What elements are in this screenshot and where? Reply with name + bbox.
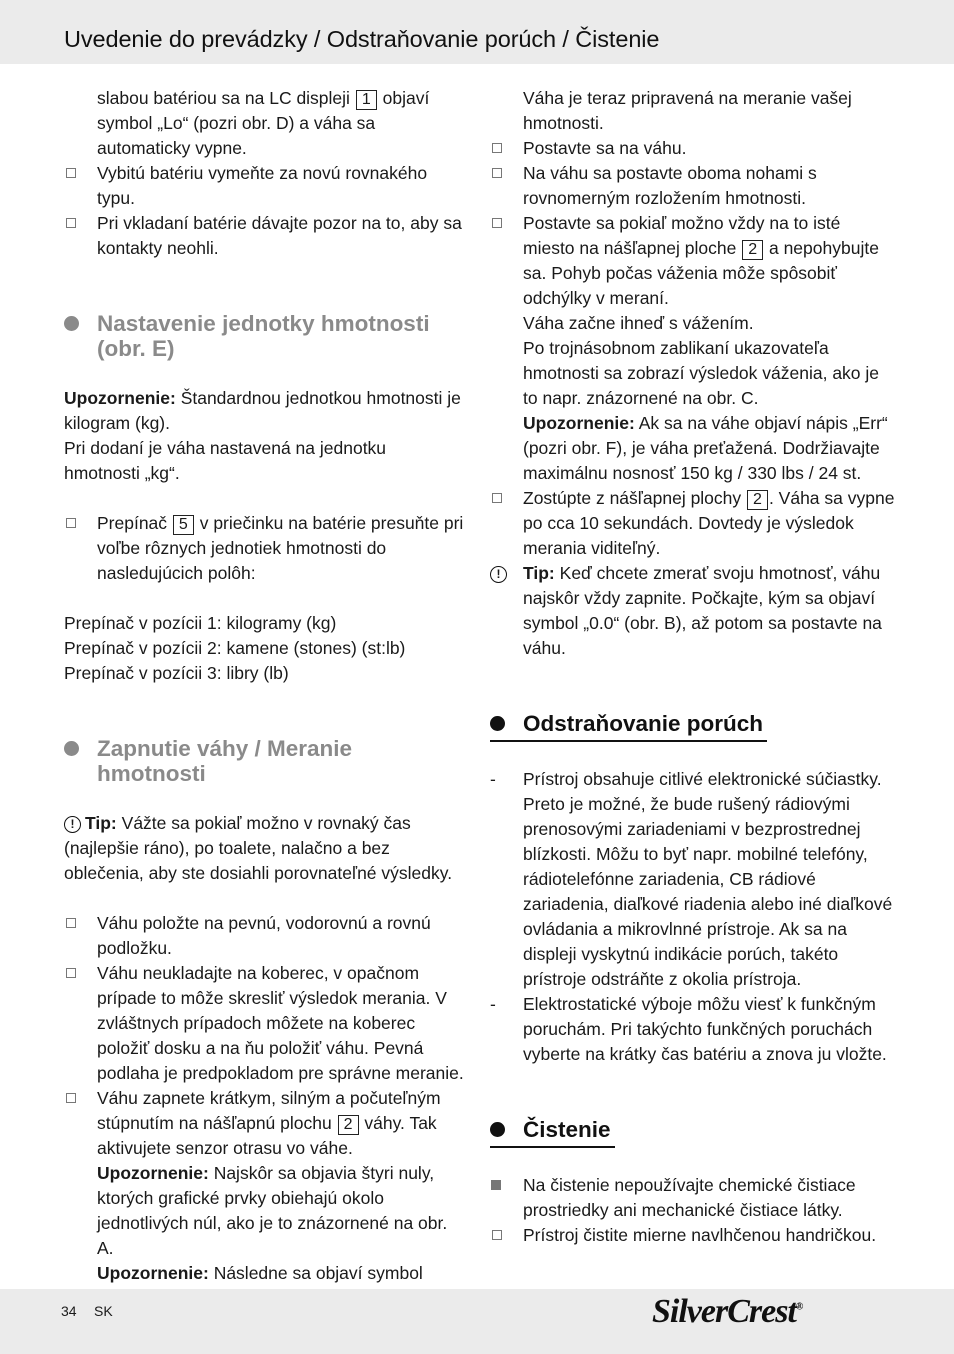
note-label: Upozornenie: — [97, 1263, 209, 1283]
list-item — [490, 136, 895, 161]
section-heading-unit — [64, 311, 464, 361]
bullet-text: Vybitú batériu vymeňte za novú rovnakého typu. — [97, 163, 428, 208]
list-item — [64, 511, 464, 586]
part-number-box: 2 — [338, 1115, 359, 1135]
note-label: Upozornenie: — [64, 388, 176, 408]
heading-bullet-icon — [64, 741, 79, 756]
section-heading-cleaning — [490, 1117, 615, 1148]
bullet-text: Postavte sa pokiaľ možno vždy na to isté miesto na nášľapnej ploche — [523, 213, 841, 258]
brand-logo — [652, 1293, 802, 1331]
note-text: Najskôr sa objavia štyri nuly, ktorých grafické prvky obiehajú okolo jednotlivých núl, ako je to znázornené na obr. A. — [97, 1163, 448, 1258]
list-item — [490, 211, 895, 486]
position-line: Prepínač v pozícii 3: libry (lb) — [64, 663, 289, 683]
position-line: Prepínač v pozícii 2: kamene (stones) (st:lb) — [64, 638, 406, 658]
bullet-text: Prepínač — [97, 513, 168, 533]
tip-text: Vážte sa pokiaľ možno v rovnaký čas (najlepšie ráno), po toalete, nalačno a bez oblečenia, aby ste dosiahli porovnateľné výsledky. — [64, 813, 453, 883]
tip-label: Tip: — [523, 563, 555, 583]
heading-bullet-icon — [64, 316, 79, 331]
exclamation-icon: ! — [490, 566, 507, 583]
bullet-marker — [64, 161, 97, 186]
bullet-text: Váhu položte na pevnú, vodorovnú a rovnú podložku. — [97, 913, 431, 958]
heading-bullet-icon — [490, 1122, 505, 1137]
bullet-marker — [490, 136, 523, 161]
list-item — [490, 486, 895, 561]
position-line: Prepínač v pozícii 1: kilogramy (kg) — [64, 613, 337, 633]
tip-marker — [490, 561, 523, 586]
bullet-text: Pri vkladaní batérie dávajte pozor na to, aby sa kontakty neohli. — [97, 213, 462, 258]
bullet-marker — [64, 1086, 97, 1111]
bullet-text: váhy. Tak aktivujete senzor otrasu vo váhe. — [97, 1113, 437, 1158]
part-number-box: 2 — [747, 490, 768, 510]
note-text: Ak sa na váhe objaví nápis „Err“ (pozri obr. F), je váha preťažená. Dodržiavajte maximálnu nosnosť 150 kg / 330 lbs / 24 st. — [523, 413, 888, 483]
exclamation-icon: ! — [64, 816, 81, 833]
bullet-marker — [490, 486, 523, 511]
right-column — [490, 86, 895, 1248]
bullet-text: Váhu neukladajte na koberec, v opačnom prípade to môže skresliť výsledok merania. V zvláštnych prípadoch môžete na koberec položiť dosku a na ňu položiť váhu. Pevná podlaha je predpokladom pre správne meranie. — [97, 963, 464, 1083]
dash-marker: - — [490, 769, 496, 789]
bullet-text: Zostúpte z nášľapnej plochy — [523, 488, 742, 508]
bullet-marker — [490, 211, 523, 236]
bullet-text: v priečinku na batérie presuňte pri voľbe rôznych jednotiek hmotnosti do nasledujúcich polôh: — [97, 513, 464, 583]
page-footer — [0, 1289, 954, 1354]
list-item — [64, 911, 464, 961]
note-text: Štandardnou jednotkou hmotnosti je kilogram (kg). — [64, 388, 461, 433]
note-label: Upozornenie: — [523, 413, 635, 433]
bullet-text: Na váhu sa postavte oboma nohami s rovnomerným rozložením hmotnosti. — [523, 163, 817, 208]
bullet-text: Elektrostatické výboje môžu viesť k funkčným poruchám. Pri takýchto funkčných poruchách vyberte na krátky čas batériu a znova ju vložte. — [523, 994, 887, 1064]
filled-square-icon — [490, 1173, 523, 1198]
bullet-text: . Váha sa vypne po cca 10 sekundách. Dovtedy je výsledok merania viditeľný. — [523, 488, 895, 558]
tip-item — [490, 561, 895, 661]
dash-marker: - — [490, 994, 496, 1014]
bullet-text: Váhu zapnete krátkym, silným a počuteľným stúpnutím na nášľapnú plochu — [97, 1088, 441, 1133]
note-paragraph — [64, 386, 464, 486]
bullet-text: Váha je teraz pripravená na meranie vašej hmotnosti. — [523, 88, 852, 133]
list-item — [490, 86, 895, 136]
bullet-text: Prístroj obsahuje citlivé elektronické súčiastky. Preto je možné, že bude rušený rádiovými prenosovými zariadeniami v bezprostrednej blízkosti. Môžu to byť napr. mobilné telefóny, rádiotelefónne zariadenia, CB rádiové zariadenia, diaľkové riadenia alebo iné diaľkové ovládania a mikrovlnné prístroje. Ak sa na displeji vyskytnú indikácie porúch, takéto prístroje odstráňte z okolia prístroja. — [523, 769, 893, 989]
note-text: Pri dodaní je váha nastavená na jednotku hmotnosti „kg“. — [64, 438, 387, 483]
note-label: Upozornenie: — [97, 1163, 209, 1183]
list-item — [490, 767, 895, 992]
list-item — [490, 1223, 895, 1248]
heading-text: Nastavenie jednotky hmotnosti (obr. E) — [97, 311, 430, 361]
tip-label: Tip: — [85, 813, 117, 833]
intro-text-2: objaví symbol „Lo“ (pozri obr. D) a váha sa automaticky vypne. — [97, 88, 430, 158]
heading-text: Odstraňovanie porúch — [523, 711, 764, 736]
logo-text: SilverCrest — [652, 1293, 796, 1330]
bullet-marker — [490, 1223, 523, 1248]
language-code: SK — [94, 1303, 113, 1319]
left-column — [64, 86, 464, 1311]
section-heading-on — [64, 736, 464, 786]
registered-mark: ® — [795, 1301, 803, 1313]
tip-paragraph — [64, 811, 464, 886]
bullet-marker — [490, 161, 523, 186]
list-item — [64, 1086, 464, 1311]
list-item — [490, 992, 895, 1067]
list-item — [490, 161, 895, 211]
list-item — [490, 1173, 895, 1223]
page-number: 34 — [61, 1303, 77, 1319]
intro-text-1: slabou batériou sa na LC displeji — [97, 88, 350, 108]
list-item — [64, 211, 464, 261]
list-item — [64, 961, 464, 1086]
bullet-marker — [64, 211, 97, 236]
bullet-text: Váha začne ihneď s vážením. — [523, 313, 754, 333]
bullet-marker — [64, 961, 97, 986]
note-text: Následne sa objaví symbol — [213, 1263, 423, 1283]
part-number-box: 2 — [742, 240, 763, 260]
bullet-text: Po trojnásobnom zablikaní ukazovateľa hmotnosti sa zobrazí výsledok váženia, ako je to napr. znázornené na obr. C. — [523, 338, 880, 408]
heading-text: Čistenie — [523, 1117, 611, 1142]
section-heading-troubleshooting — [490, 711, 767, 742]
bullet-text: Prístroj čistite mierne navlhčenou handričkou. — [523, 1225, 877, 1245]
list-item — [64, 161, 464, 211]
bullet-marker — [64, 511, 97, 536]
page-header — [0, 0, 954, 64]
bullet-text: a nepohybujte sa. Pohyb počas váženia môže spôsobiť odchýlky v meraní. — [523, 238, 879, 308]
page-title: Uvedenie do prevádzky / Odstraňovanie porúch / Čistenie — [64, 26, 660, 52]
list-item — [64, 86, 464, 161]
bullet-marker — [64, 911, 97, 936]
part-number-box: 1 — [356, 90, 377, 110]
heading-bullet-icon — [490, 716, 505, 731]
tip-text: Keď chcete zmerať svoju hmotnosť, váhu najskôr vždy zapnite. Počkajte, kým sa objaví symbol „0.0“ (obr. B), až potom sa postavte na váhu. — [523, 563, 882, 658]
part-number-box: 5 — [173, 515, 194, 535]
bullet-text: Postavte sa na váhu. — [523, 138, 687, 158]
bullet-text: Na čistenie nepoužívajte chemické čistiace prostriedky ani mechanické čistiace látky. — [523, 1175, 856, 1220]
heading-text: Zapnutie váhy / Meranie hmotnosti — [97, 736, 353, 786]
